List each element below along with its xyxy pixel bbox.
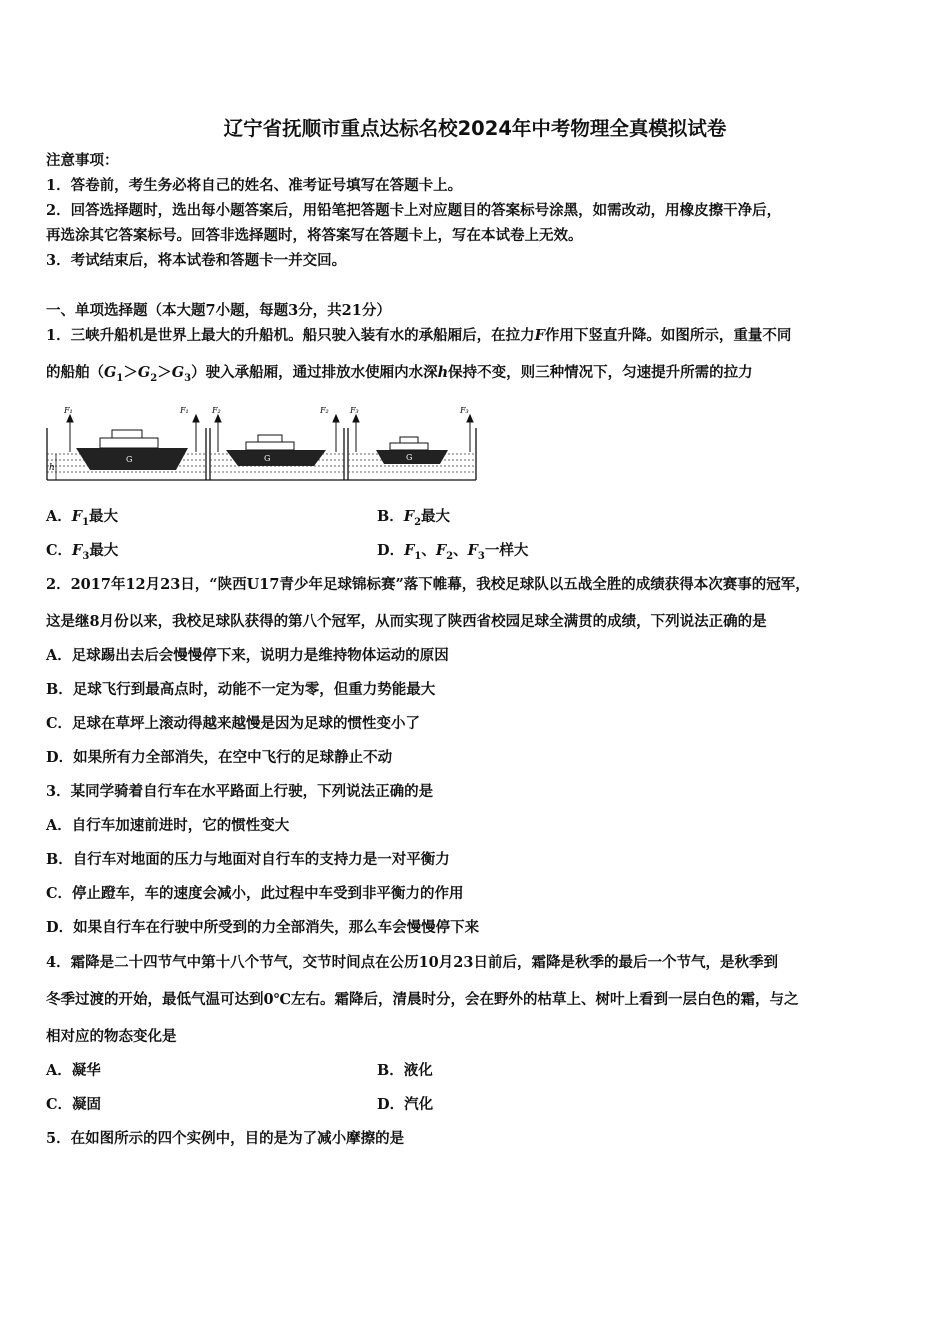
q1-stem-line1: 1．三峡升船机是世界上最大的升船机。船只驶入装有水的承船厢后，在拉力F作用下竖直升降。如图所示，重量不同 [46, 327, 792, 344]
q4-option-c: C．凝固 [46, 1096, 102, 1113]
section-heading: 一、单项选择题（本大题7小题，每题3分，共21分） [46, 302, 391, 319]
q4-stem-line2: 冬季过渡的开始，最低气温可达到0℃左右。霜降后，清晨时分，会在野外的枯草上、树叶上看到一层白色的霜，与之 [46, 991, 799, 1008]
q3-option-c: C．停止蹬车，车的速度会减小，此过程中车受到非平衡力的作用 [46, 885, 464, 902]
q1-option-a: A．$F_1$最大 [46, 508, 119, 528]
svg-text:G: G [126, 455, 133, 464]
q4-stem-line3: 相对应的物态变化是 [46, 1028, 177, 1045]
q1-option-d: D．$F_1$、$F_2$、$F_3$一样大 [377, 542, 529, 562]
svg-text:F₃: F₃ [350, 406, 359, 415]
q3-option-a: A．自行车加速前进时，它的惯性变大 [46, 817, 290, 834]
q2-option-b: B．足球飞行到最高点时，动能不一定为零，但重力势能最大 [46, 681, 436, 698]
notice-item: 再选涂其它答案标号。回答非选择题时，将答案写在答题卡上，写在本试卷上无效。 [46, 227, 583, 244]
svg-text:G: G [406, 453, 413, 462]
q5-stem: 5．在如图所示的四个实例中，目的是为了减小摩擦的是 [46, 1130, 405, 1147]
svg-text:h: h [49, 463, 55, 473]
q2-stem-line2: 这是继8月份以来，我校足球队获得的第八个冠军，从而实现了陕西省校园足球全满贯的成绩，下列说法正确的是 [46, 613, 767, 630]
q1-stem-line2: 的船舶$(G_1>G_2>G_3)$驶入承船厢，通过排放水使厢内水深h保持不变，则三种情况下，匀速提升所需的拉力 [46, 364, 753, 384]
q1-option-c: C．$F_3$最大 [46, 542, 119, 562]
q4-option-a: A．凝华 [46, 1062, 101, 1079]
q3-option-b: B．自行车对地面的压力与地面对自行车的支持力是一对平衡力 [46, 851, 450, 868]
notice-item: 1．答卷前，考生务必将自己的姓名、准考证号填写在答题卡上。 [46, 177, 463, 194]
q1-option-b: B．$F_2$最大 [377, 508, 451, 528]
page-title: 辽宁省抚顺市重点达标名校2024年中考物理全真模拟试卷 [223, 117, 727, 140]
q3-stem: 3．某同学骑着自行车在水平路面上行驶，下列说法正确的是 [46, 783, 434, 800]
svg-text:F₁: F₁ [180, 406, 189, 415]
q2-stem-line1: 2．2017年12月23日，“陕西U17青少年足球锦标赛”落下帷幕，我校足球队以五战全胜的成绩获得本次赛事的冠军， [46, 576, 810, 593]
svg-text:F₃: F₃ [460, 406, 469, 415]
svg-text:F₁: F₁ [64, 406, 73, 415]
q3-option-d: D．如果自行车在行驶中所受到的力全部消失，那么车会慢慢停下来 [46, 919, 480, 936]
q4-option-d: D．汽化 [377, 1096, 434, 1113]
svg-text:F₂: F₂ [320, 406, 329, 415]
notice-item: 2．回答选择题时，选出每小题答案后，用铅笔把答题卡上对应题目的答案标号涂黑，如需改动，用橡皮擦干净后， [46, 202, 782, 219]
notice-item: 3．考试结束后，将本试卷和答题卡一并交回。 [46, 252, 347, 269]
q2-option-c: C．足球在草坪上滚动得越来越慢是因为足球的惯性变小了 [46, 715, 421, 732]
notice-heading: 注意事项： [46, 152, 119, 169]
q2-option-a: A．足球踢出去后会慢慢停下来，说明力是维持物体运动的原因 [46, 647, 449, 664]
q2-option-d: D．如果所有力全部消失，在空中飞行的足球静止不动 [46, 749, 393, 766]
q4-stem-line1: 4．霜降是二十四节气中第十八个节气，交节时间点在公历10月23日前后，霜降是秋季的最后一个节气，是秋季到 [46, 954, 778, 971]
svg-text:F₂: F₂ [212, 406, 221, 415]
ship-lift-diagram [46, 404, 486, 484]
q4-option-b: B．液化 [377, 1062, 433, 1079]
svg-text:G: G [264, 454, 271, 463]
